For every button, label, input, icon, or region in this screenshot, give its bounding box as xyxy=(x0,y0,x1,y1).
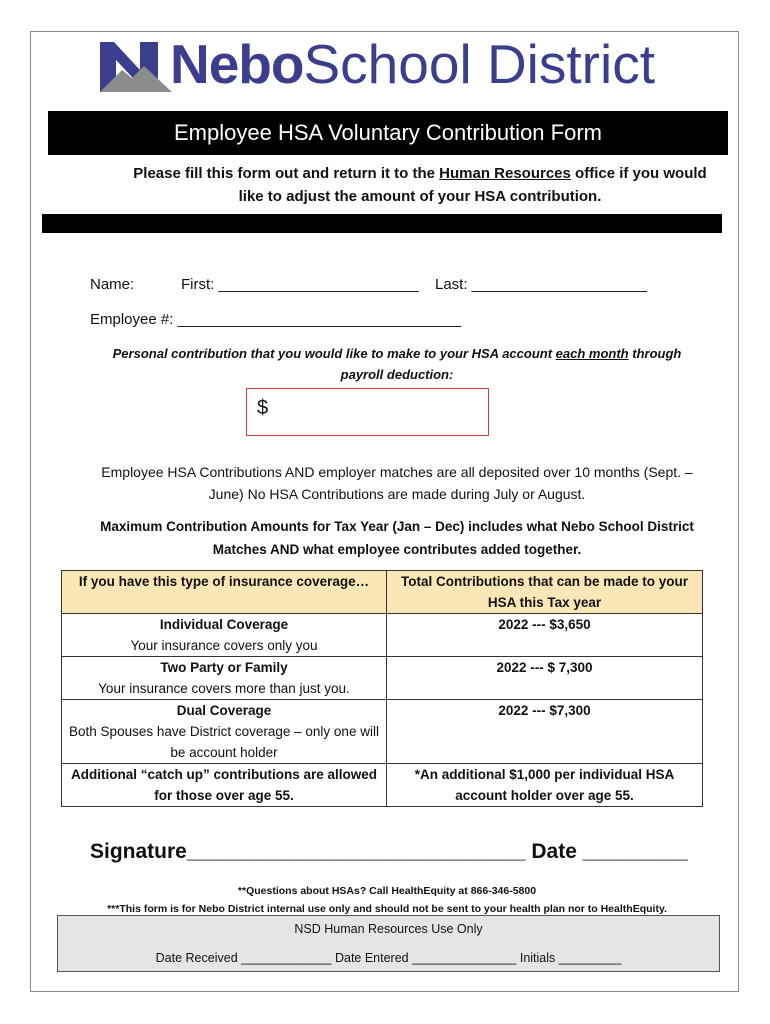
coverage-desc: Your insurance covers more than just you. xyxy=(98,681,350,696)
coverage-desc: Your insurance covers only you xyxy=(130,638,318,653)
human-resources-link: Human Resources xyxy=(439,165,571,182)
mountain-logo-icon xyxy=(100,40,172,92)
hr-box-title: NSD Human Resources Use Only xyxy=(294,922,483,936)
questions-note: **Questions about HSAs? Call HealthEquity at 866-346-5800 xyxy=(237,885,537,897)
name-label: Name: xyxy=(90,276,135,293)
coverage-title: Individual Coverage xyxy=(159,617,289,632)
coverage-desc: Both Spouses have District coverage – only one will be account holder xyxy=(69,724,379,760)
coverage-table xyxy=(61,570,703,807)
coverage-limit: *An additional $1,000 per individual HSA account holder over age 55. xyxy=(414,767,675,803)
coverage-title: Two Party or Family xyxy=(160,660,288,675)
coverage-title: Dual Coverage xyxy=(176,703,272,718)
maximum-contribution-note: Maximum Contribution Amounts for Tax Year (Jan – Dec) includes what Nebo School District Matches AND what employee contributes added together. xyxy=(100,519,694,557)
coverage-title: Additional “catch up” contributions are allowed for those over age 55. xyxy=(70,767,378,803)
table-row xyxy=(62,614,703,657)
hr-box-fields: Date Received _____________ Date Entered _______________ Initials _________ xyxy=(155,951,622,965)
footer-notes xyxy=(60,882,714,918)
table-header: If you have this type of insurance coverage… xyxy=(62,571,387,614)
hr-use-only-box xyxy=(57,915,720,972)
divider-bar xyxy=(42,214,722,233)
signature-date-line[interactable]: Signature_____________________________ Date _________ xyxy=(90,840,688,863)
logo-text: NeboSchool District xyxy=(170,33,655,95)
personal-contribution-prompt: Personal contribution that you would like to make to your HSA account each month through payroll deduction: xyxy=(112,346,682,382)
form-title: Employee HSA Voluntary Contribution Form xyxy=(48,111,728,155)
district-logo xyxy=(100,33,700,96)
table-header-row xyxy=(62,571,703,614)
table-header: Total Contributions that can be made to your HSA this Tax year xyxy=(387,571,703,614)
first-name-field[interactable]: First: ________________________ xyxy=(181,276,419,293)
table-row xyxy=(62,700,703,764)
coverage-limit: 2022 --- $ 7,300 xyxy=(496,660,593,675)
coverage-limit: 2022 --- $7,300 xyxy=(498,703,591,718)
intro-text: Please fill this form out and return it to the Human Resources office if you would like to adjust the amount of your HSA contribution. xyxy=(133,165,707,205)
last-name-field[interactable]: Last: _____________________ xyxy=(435,276,647,293)
contribution-amount-input[interactable]: $ xyxy=(246,388,489,436)
employee-number-field[interactable]: Employee #: __________________________________ xyxy=(90,311,462,328)
deposit-note: Employee HSA Contributions AND employer matches are all deposited over 10 months (Sept. – June) No HSA Contributions are made during July or August. xyxy=(101,464,693,502)
internal-use-note: ***This form is for Nebo District internal use only and should not be sent to your health plan nor to HealthEquity. xyxy=(107,903,667,915)
table-row xyxy=(62,764,703,807)
coverage-limit: 2022 --- $3,650 xyxy=(498,617,591,632)
table-row xyxy=(62,657,703,700)
